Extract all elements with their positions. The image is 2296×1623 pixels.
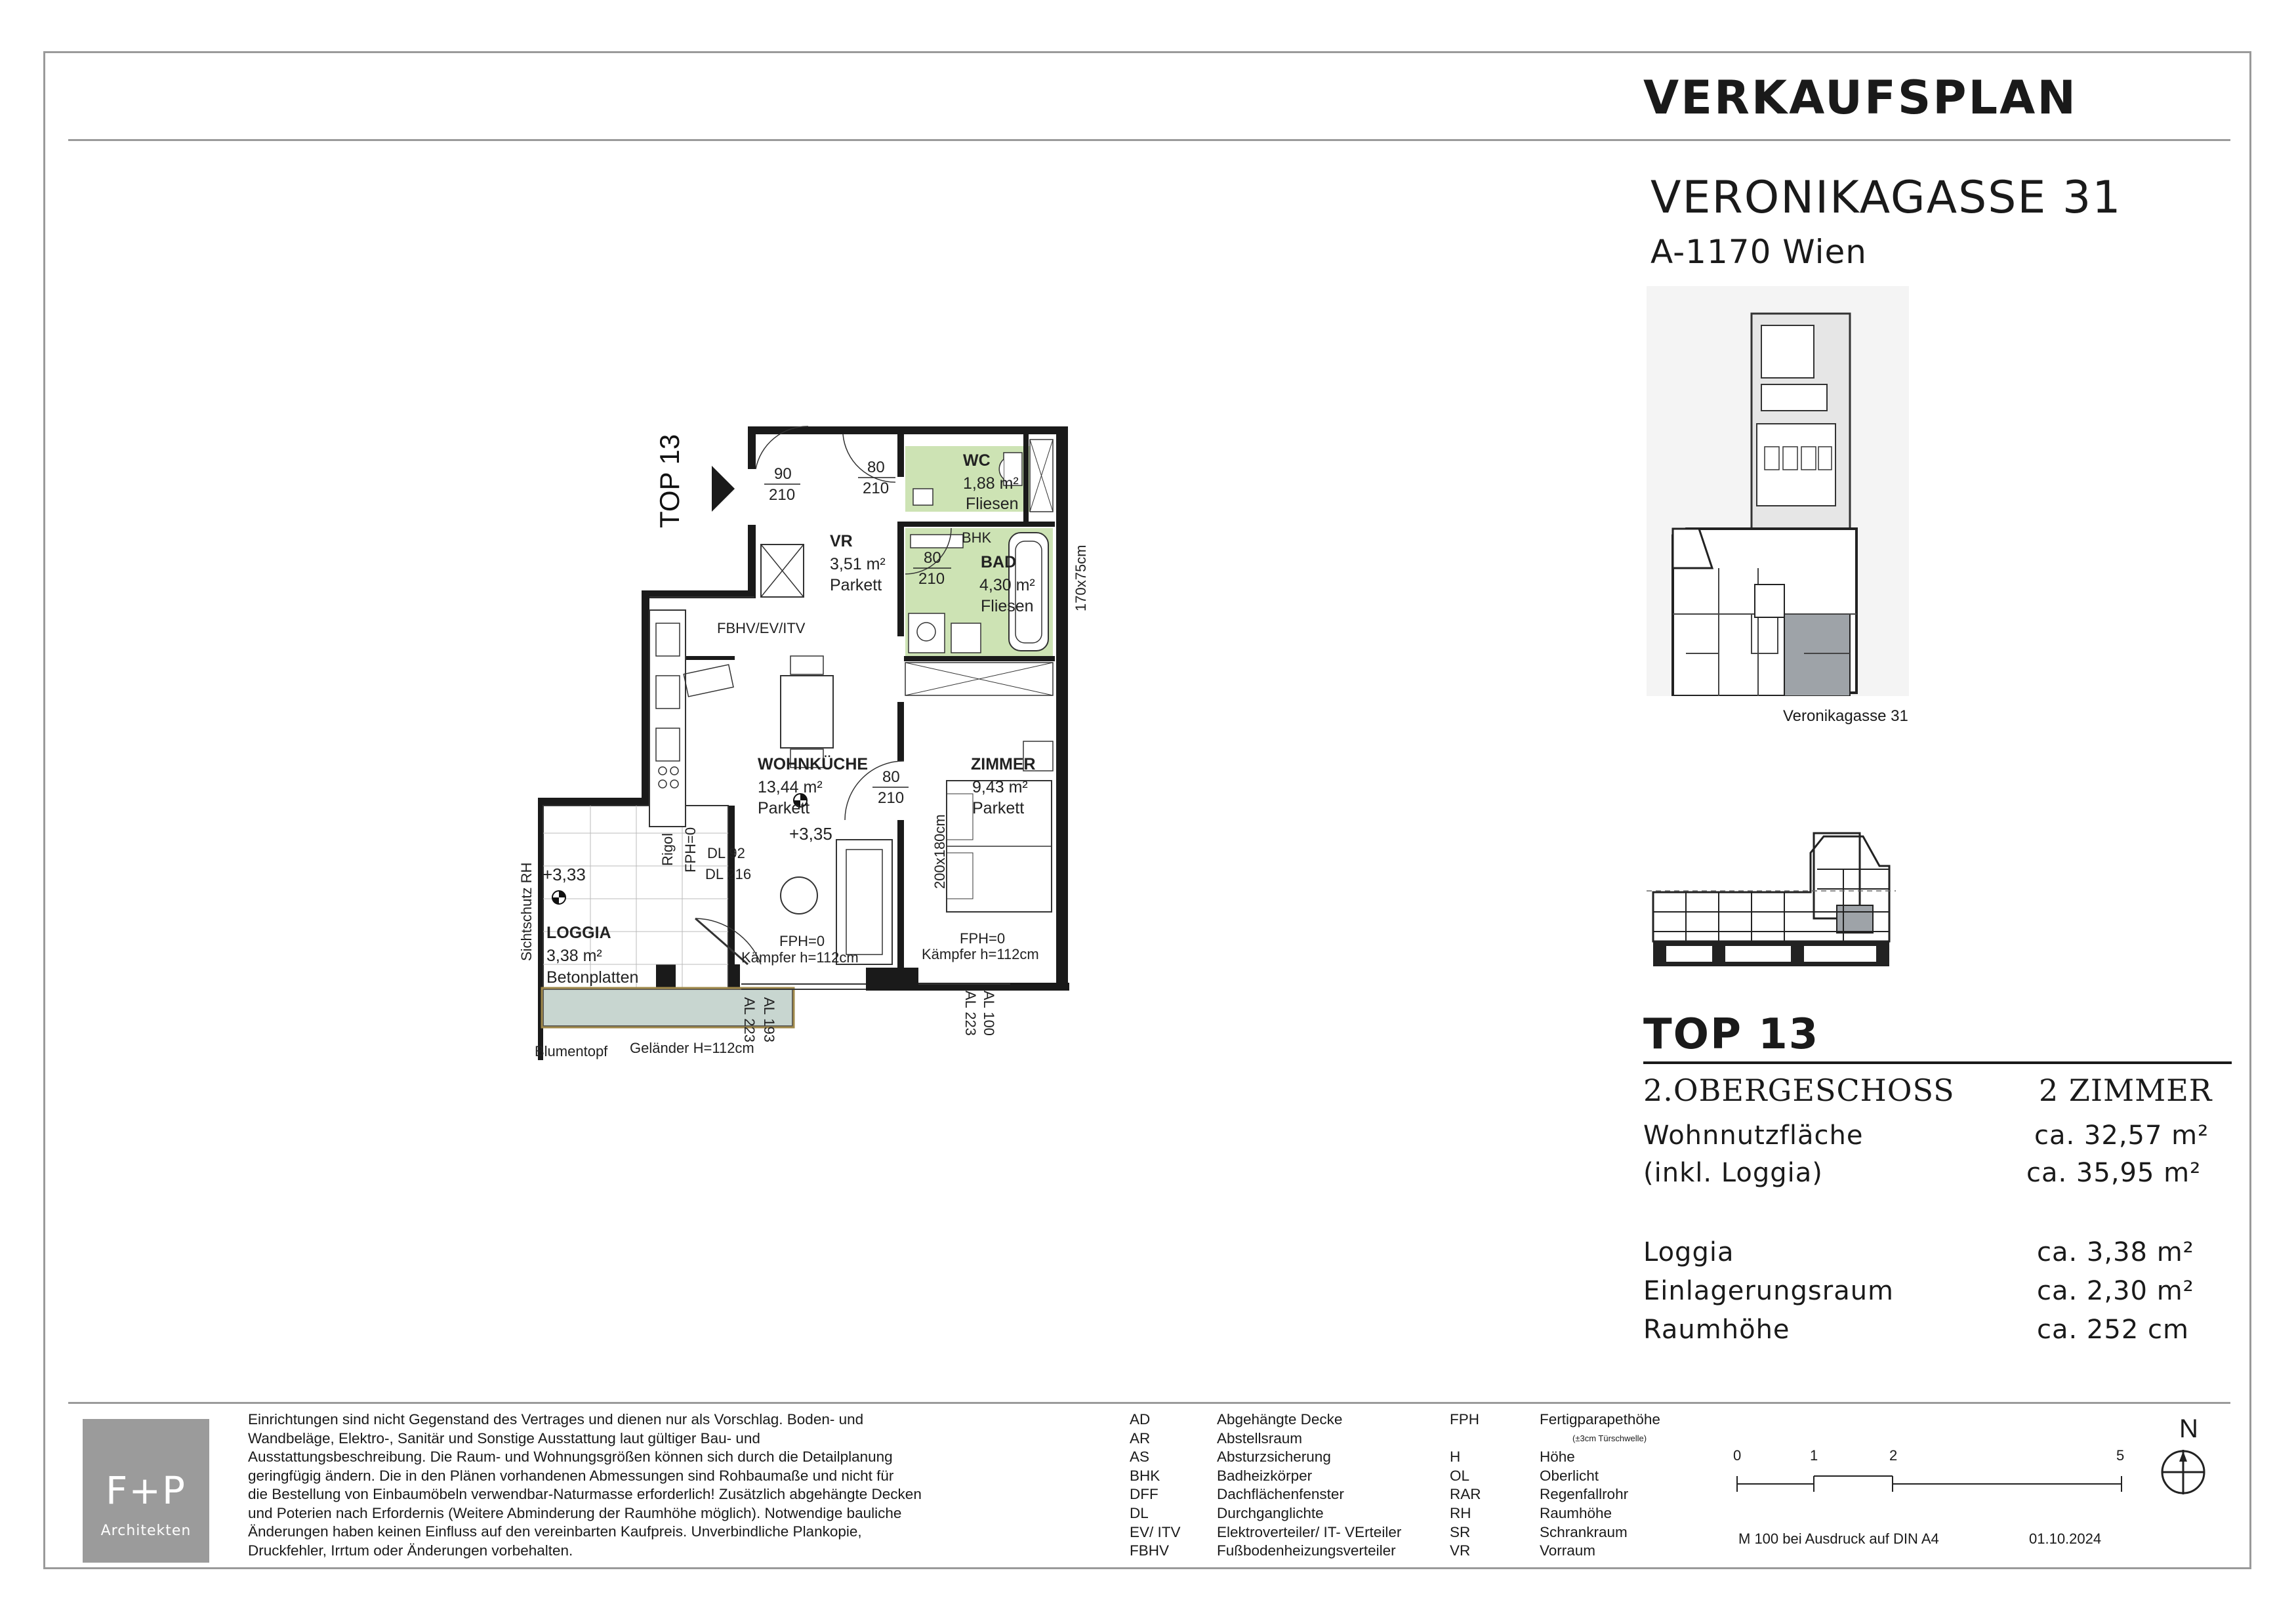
scale-tick-label: 5 — [2116, 1447, 2125, 1464]
site-plan-street-label: Veronikagasse 31 — [1783, 707, 1908, 725]
label-rigol: Rigol — [659, 832, 676, 866]
abbr-code: BHK — [1130, 1467, 1160, 1484]
abbr-code: DL — [1130, 1504, 1149, 1521]
scale-note: M 100 bei Ausdruck auf DIN A4 — [1738, 1531, 1939, 1547]
building-section — [1647, 807, 1909, 977]
architect-logo — [83, 1419, 209, 1563]
area-value: ca. 2,30 m² — [2037, 1276, 2194, 1306]
document-title: VERKAUFSPLAN — [1643, 71, 2078, 125]
fph-note: (±3cm Türschwelle) — [1572, 1433, 1647, 1443]
abbr-text: Schrankraum — [1540, 1523, 1628, 1540]
abbr-text: Abstellsraum — [1217, 1429, 1303, 1447]
disclaimer-line: geringfügig ändern. Die in den Plänen vorhandenen Abmessungen sind Rohbaumaße und nicht für — [248, 1467, 894, 1484]
label-al100: AL 100 — [981, 991, 997, 1036]
abbr-code: AS — [1130, 1448, 1150, 1466]
area-value: ca. 35,95 m² — [2026, 1158, 2202, 1188]
area-value: ca. 32,57 m² — [2034, 1120, 2209, 1151]
door-width: 80 — [924, 549, 941, 567]
area-label: Einlagerungsraum — [1643, 1276, 1895, 1306]
address: VERONIKAGASSE 31 — [1650, 172, 2122, 224]
abbr-text: Fußbodenheizungsverteiler — [1217, 1542, 1396, 1559]
abbr-code: RAR — [1450, 1486, 1481, 1503]
room-floor-wc: Fliesen — [966, 495, 1019, 513]
abbr-text: Höhe — [1540, 1448, 1575, 1466]
area-value: ca. 3,38 m² — [2037, 1237, 2194, 1267]
door-height: 210 — [769, 486, 796, 504]
disclaimer-line: die Bestellung von Einbaumöbeln verwendbar-Naturmasse erforderlich! Zusätzlich abgehängte Decken — [248, 1486, 922, 1502]
label-fph-left: FPH=0 — [779, 933, 825, 949]
room-area-wc: 1,88 m² — [963, 474, 1019, 493]
label-al193: AL 193 — [761, 997, 777, 1042]
unit-title-underline — [1643, 1061, 2232, 1064]
label-gelaender: Geländer H=112cm — [630, 1040, 754, 1056]
abbr-code: SR — [1450, 1523, 1471, 1540]
room-floor-bad: Fliesen — [981, 597, 1034, 615]
label-height-kitchen: +3,35 — [789, 824, 832, 844]
logo-subtitle: Architekten — [100, 1523, 192, 1539]
logo-mark: F+P — [106, 1468, 186, 1513]
disclaimer-line: Wandbeläge, Elektro-, Sanitär und Sonstige Ausstattung laut gültiger Bau- und — [248, 1429, 760, 1447]
door-height: 210 — [918, 570, 945, 588]
abbr-text: Absturzsicherung — [1217, 1448, 1331, 1466]
room-floor-zimmer: Parkett — [972, 799, 1025, 817]
area-label: Raumhöhe — [1643, 1315, 1790, 1345]
disclaimer-line: Druckfehler, Irrtum oder Änderungen vorbehalten. — [248, 1542, 573, 1559]
north-arrow-icon — [2160, 1448, 2207, 1496]
door-height: 210 — [878, 789, 905, 807]
room-area-loggia: 3,38 m² — [546, 947, 602, 965]
label-blumentopf: Blumentopf — [535, 1043, 608, 1059]
label-bathtub: 170x75cm — [1073, 544, 1089, 611]
abbr-code: AR — [1130, 1429, 1151, 1447]
abbr-code: AD — [1130, 1411, 1151, 1428]
room-name-zimmer: ZIMMER — [971, 755, 1036, 773]
scale-tick-label: 0 — [1733, 1447, 1742, 1464]
disclaimer-line: Einrichtungen sind nicht Gegenstand des Vertrages und dienen nur als Vorschlag. Boden- und — [248, 1411, 864, 1428]
label-bhk: BHK — [962, 529, 992, 546]
header-divider — [68, 139, 2230, 141]
plan-date: 01.10.2024 — [2029, 1531, 2102, 1547]
label-height-loggia: +3,33 — [543, 865, 586, 884]
abbr-code: VR — [1450, 1542, 1471, 1559]
scale-tick-label: 1 — [1810, 1447, 1818, 1464]
footer-divider — [68, 1402, 2230, 1404]
abbr-text: Elektroverteiler/ IT- VErteiler — [1217, 1523, 1402, 1540]
area-label: (inkl. Loggia) — [1643, 1158, 1823, 1188]
abbr-text: Abgehängte Decke — [1217, 1411, 1343, 1428]
room-area-zimmer: 9,43 m² — [972, 778, 1028, 796]
room-area-vr: 3,51 m² — [830, 555, 886, 573]
scale-tick-label: 2 — [1889, 1447, 1898, 1464]
abbr-text: Durchganglichte — [1217, 1504, 1324, 1521]
abbr-text: Badheizkörper — [1217, 1467, 1313, 1484]
label-fbhv: FBHV/EV/ITV — [717, 620, 806, 636]
label-al223-left: AL 223 — [741, 997, 758, 1042]
door-height: 210 — [863, 480, 890, 497]
entry-arrow — [712, 466, 735, 512]
abbreviation-texts-right — [1540, 1410, 1660, 1561]
room-name-bad: BAD — [981, 553, 1017, 571]
room-floor-vr: Parkett — [830, 576, 882, 594]
room-area-bad: 4,30 m² — [979, 576, 1035, 594]
room-area-wohnkueche: 13,44 m² — [758, 778, 823, 796]
scale-bar — [1732, 1469, 2125, 1496]
abbr-code: FPH — [1450, 1411, 1479, 1428]
area-label: Loggia — [1643, 1237, 1734, 1267]
disclaimer-line: Änderungen haben keinen Einfluss auf den vereinbarten Kaufpreis. Unverbindliche Plankopie, — [248, 1523, 862, 1540]
room-floor-wohnkueche: Parkett — [758, 799, 810, 817]
city: A-1170 Wien — [1650, 233, 1867, 271]
label-al223-right: AL 223 — [962, 991, 979, 1036]
abbr-code: FBHV — [1130, 1542, 1170, 1559]
disclaimer-line: und Poterien nach Erfordernis (Weitere Abminderung der Raumhöhe möglich). Notwendige bauliche — [248, 1504, 902, 1521]
label-dl216: DL 216 — [705, 866, 752, 882]
area-label: Wohnnutzfläche — [1643, 1120, 1864, 1151]
height-marker-loggia — [552, 891, 565, 904]
plan-unit-label: TOP 13 — [654, 434, 685, 528]
abbr-code: EV/ ITV — [1130, 1523, 1181, 1540]
abbr-text: Regenfallrohr — [1540, 1486, 1629, 1503]
abbr-text: Dachflächenfenster — [1217, 1486, 1344, 1503]
unit-title: TOP 13 — [1643, 1010, 1820, 1059]
north-label: N — [2179, 1414, 2198, 1443]
label-kaempfer-right: Kämpfer h=112cm — [922, 946, 1039, 962]
unit-room-count: 2 ZIMMER — [2039, 1073, 2213, 1108]
disclaimer-line: Ausstattungsbeschreibung. Die Raum- und Wohnungsgrößen können sich durch die Detailplanung — [248, 1448, 893, 1465]
room-name-vr: VR — [830, 532, 853, 550]
disclaimer — [248, 1410, 983, 1560]
abbr-text: Raumhöhe — [1540, 1504, 1612, 1521]
label-sichtschutz: Sichtschutz RH — [518, 862, 535, 961]
room-name-wc: WC — [963, 451, 991, 470]
floor-plan — [499, 413, 1155, 1102]
label-fph-right: FPH=0 — [960, 930, 1006, 947]
abbr-code: DFF — [1130, 1486, 1158, 1503]
abbreviation-codes-left — [1130, 1410, 1181, 1561]
abbreviation-codes-right — [1450, 1410, 1481, 1561]
room-floor-loggia: Betonplatten — [546, 968, 639, 987]
abbr-text: Vorraum — [1540, 1542, 1596, 1559]
room-name-loggia: LOGGIA — [546, 924, 611, 942]
abbreviation-texts-left — [1217, 1410, 1401, 1561]
label-fph0-vertical: FPH=0 — [682, 827, 699, 873]
abbr-code: RH — [1450, 1504, 1471, 1521]
abbr-text: Oberlicht — [1540, 1467, 1599, 1484]
abbr-code: H — [1450, 1448, 1461, 1466]
door-width: 90 — [774, 465, 792, 483]
abbr-text: Fertigparapethöhe — [1540, 1411, 1660, 1428]
unit-floor: 2.OBERGESCHOSS — [1643, 1073, 1955, 1108]
door-width: 80 — [882, 768, 900, 786]
room-name-wohnkueche: WOHNKÜCHE — [758, 755, 869, 773]
door-width: 80 — [867, 459, 885, 476]
label-dl92: DL 92 — [707, 845, 745, 861]
site-plan — [1647, 286, 1909, 732]
label-kaempfer-left: Kämpfer h=112cm — [741, 949, 859, 966]
area-value: ca. 252 cm — [2037, 1315, 2189, 1345]
label-bed: 200x180cm — [932, 814, 948, 889]
abbr-code: OL — [1450, 1467, 1470, 1484]
